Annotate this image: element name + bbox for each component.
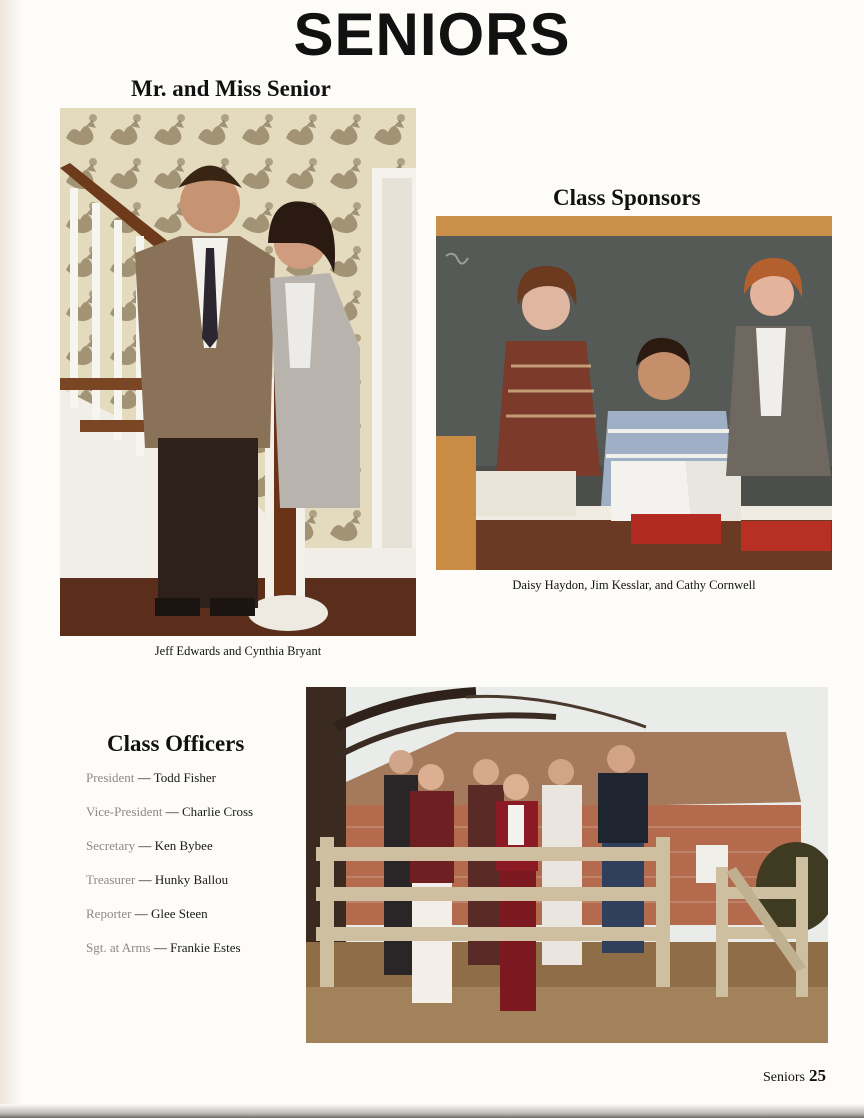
- folio-section-label: Seniors: [763, 1070, 805, 1085]
- class-officers-list: [86, 770, 301, 974]
- officer-row-sgt-at-arms: [86, 940, 301, 974]
- mr-miss-senior-photo: [60, 108, 416, 636]
- class-sponsors-caption: Daisy Haydon, Jim Kesslar, and Cathy Cornwell: [512, 578, 756, 592]
- class-sponsors-heading: Class Sponsors: [553, 185, 701, 210]
- officer-name: Glee Steen: [150, 906, 208, 921]
- officer-name: Todd Fisher: [153, 770, 216, 785]
- officer-role: Treasurer: [86, 872, 136, 887]
- officer-separator: —: [138, 838, 155, 853]
- page-folio: [763, 1066, 826, 1086]
- officer-role: Vice-President: [86, 804, 163, 819]
- officer-separator: —: [165, 804, 182, 819]
- officer-role: President: [86, 770, 135, 785]
- officer-row-treasurer: [86, 872, 301, 906]
- officer-separator: —: [138, 872, 155, 887]
- officer-row-secretary: [86, 838, 301, 872]
- officer-separator: —: [137, 770, 154, 785]
- officer-row-vice-president: [86, 804, 301, 838]
- page-title: SENIORS: [293, 1, 571, 68]
- class-officers-photo: [306, 687, 828, 1043]
- officer-role: Sgt. at Arms: [86, 940, 151, 955]
- officer-name: Charlie Cross: [181, 804, 254, 819]
- officer-role: Secretary: [86, 838, 136, 853]
- officer-row-reporter: [86, 906, 301, 940]
- officer-name: Frankie Estes: [170, 940, 241, 955]
- mr-miss-senior-caption: Jeff Edwards and Cynthia Bryant: [154, 644, 322, 658]
- mr-miss-senior-heading: Mr. and Miss Senior: [131, 76, 331, 101]
- class-sponsors-photo: [436, 216, 832, 570]
- officer-name: Ken Bybee: [154, 838, 213, 853]
- class-officers-heading: Class Officers: [107, 731, 245, 756]
- page-bottom-edge: [0, 1104, 864, 1118]
- officer-separator: —: [134, 906, 151, 921]
- officer-name: Hunky Ballou: [154, 872, 229, 887]
- officer-row-president: [86, 770, 301, 804]
- folio-page-number: 25: [809, 1066, 826, 1085]
- officer-role: Reporter: [86, 906, 132, 921]
- officer-separator: —: [153, 940, 171, 955]
- page-edge-shadow: [0, 0, 22, 1118]
